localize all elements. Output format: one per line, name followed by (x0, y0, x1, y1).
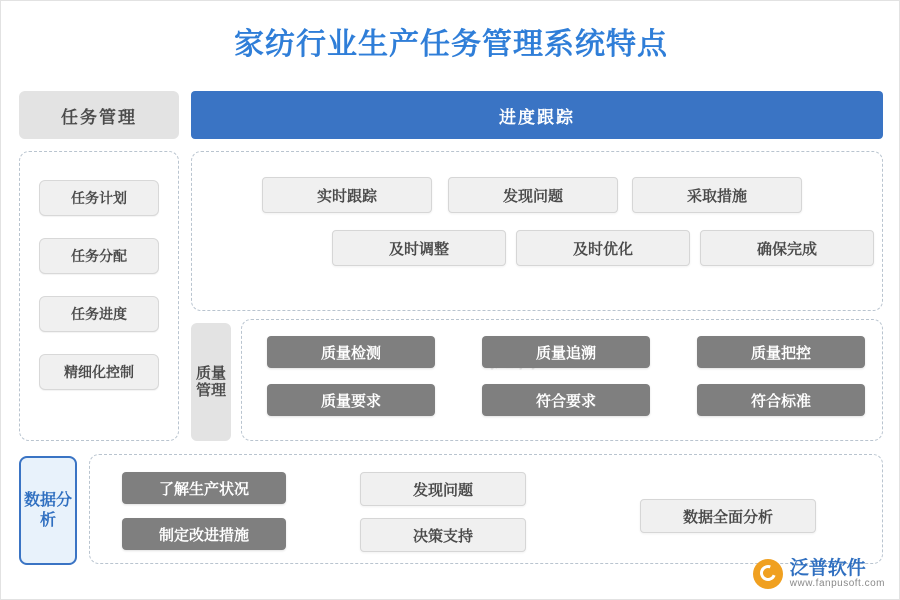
progress-chip-take-action[interactable]: 采取措施 (632, 177, 802, 213)
data-chip-full-analysis[interactable]: 数据全面分析 (640, 499, 816, 533)
data-chip-decision-support[interactable]: 决策支持 (360, 518, 526, 552)
task-item-fine-control[interactable]: 精细化控制 (39, 354, 159, 390)
progress-tracking-header: 进度跟踪 (191, 91, 883, 139)
logo-text (790, 559, 885, 589)
data-analysis-header: 数据分析 (19, 456, 77, 565)
progress-chip-find-problem[interactable]: 发现问题 (448, 177, 618, 213)
quality-chip-meets-requirement[interactable]: 符合要求 (482, 384, 650, 416)
quality-chip-control[interactable]: 质量把控 (697, 336, 865, 368)
progress-tracking-group (191, 151, 883, 311)
brand-logo (753, 559, 885, 589)
task-management-header: 任务管理 (19, 91, 179, 139)
quality-management-header: 质量管理 (191, 323, 231, 441)
logo-mark-icon (753, 559, 783, 589)
data-analysis-group (89, 454, 883, 564)
quality-chip-requirement[interactable]: 质量要求 (267, 384, 435, 416)
logo-website: www.fanpusoft.com (789, 577, 885, 589)
quality-chip-meets-standard[interactable]: 符合标准 (697, 384, 865, 416)
data-chip-find-problem[interactable]: 发现问题 (360, 472, 526, 506)
progress-chip-realtime-tracking[interactable]: 实时跟踪 (262, 177, 432, 213)
task-item-assign[interactable]: 任务分配 (39, 238, 159, 274)
progress-chip-timely-optimize[interactable]: 及时优化 (516, 230, 690, 266)
data-chip-understand-production[interactable]: 了解生产状况 (122, 472, 286, 504)
progress-chip-timely-adjust[interactable]: 及时调整 (332, 230, 506, 266)
quality-management-group (241, 319, 883, 441)
logo-company-name: 泛普软件 (789, 557, 866, 579)
quality-chip-inspection[interactable]: 质量检测 (267, 336, 435, 368)
progress-chip-ensure-completion[interactable]: 确保完成 (700, 230, 874, 266)
quality-chip-traceability[interactable]: 质量追溯 (482, 336, 650, 368)
task-management-group (19, 151, 179, 441)
data-chip-improvement-measures[interactable]: 制定改进措施 (122, 518, 286, 550)
task-item-progress[interactable]: 任务进度 (39, 296, 159, 332)
page-title: 家纺行业生产任务管理系统特点 (234, 28, 668, 61)
task-item-plan[interactable]: 任务计划 (39, 180, 159, 216)
